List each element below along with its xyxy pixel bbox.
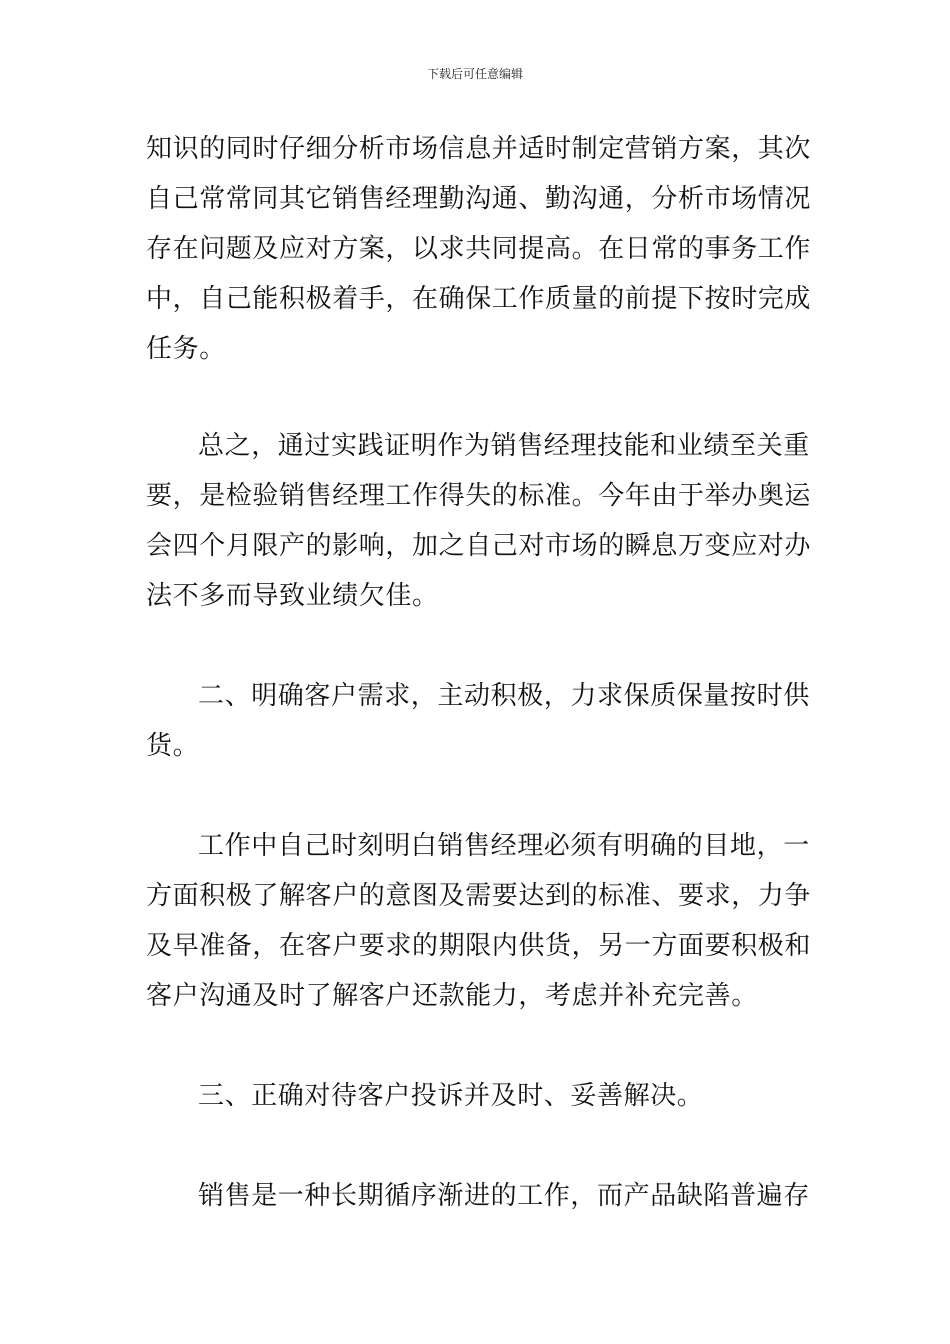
paragraph-line: 存在问题及应对方案，以求共同提高。在日常的事务工作	[146, 234, 812, 264]
paragraph-line: 三、正确对待客户投诉并及时、妥善解决。	[198, 1081, 704, 1111]
paragraph-line: 法不多而导致业绩欠佳。	[146, 581, 439, 611]
page-header: 下载后可任意编辑	[426, 67, 523, 81]
section-heading-2	[146, 671, 808, 771]
paragraph-line: 会四个月限产的影响，加之自己对市场的瞬息万变应对办	[146, 531, 812, 561]
paragraph-line: 及早准备，在客户要求的期限内供货，另一方面要积极和	[146, 931, 812, 961]
paragraph-line: 自己常常同其它销售经理勤沟通、勤沟通，分析市场情况	[146, 184, 812, 214]
paragraph-3	[146, 821, 812, 1021]
paragraph-line: 工作中自己时刻明白销售经理必须有明确的目地，一	[198, 831, 810, 861]
paragraph-line: 方面积极了解客户的意图及需要达到的标准、要求，力争	[146, 881, 812, 911]
paragraph-2	[146, 421, 812, 621]
paragraph-line: 中，自己能积极着手，在确保工作质量的前提下按时完成	[146, 284, 812, 314]
paragraph-1	[146, 124, 812, 374]
paragraph-line: 销售是一种长期循序渐进的工作，而产品缺陷普遍存	[198, 1181, 810, 1211]
paragraph-4	[146, 1171, 808, 1221]
paragraph-line: 货。	[146, 731, 200, 761]
paragraph-line: 任务。	[146, 334, 226, 364]
paragraph-line: 知识的同时仔细分析市场信息并适时制定营销方案，其次	[146, 134, 812, 164]
section-heading-3	[146, 1071, 808, 1121]
paragraph-line: 总之，通过实践证明作为销售经理技能和业绩至关重	[198, 431, 810, 461]
paragraph-line: 要，是检验销售经理工作得失的标准。今年由于举办奥运	[146, 481, 812, 511]
paragraph-line: 客户沟通及时了解客户还款能力，考虑并补充完善。	[146, 981, 758, 1011]
paragraph-line: 二、明确客户需求，主动积极，力求保质保量按时供	[198, 681, 810, 711]
